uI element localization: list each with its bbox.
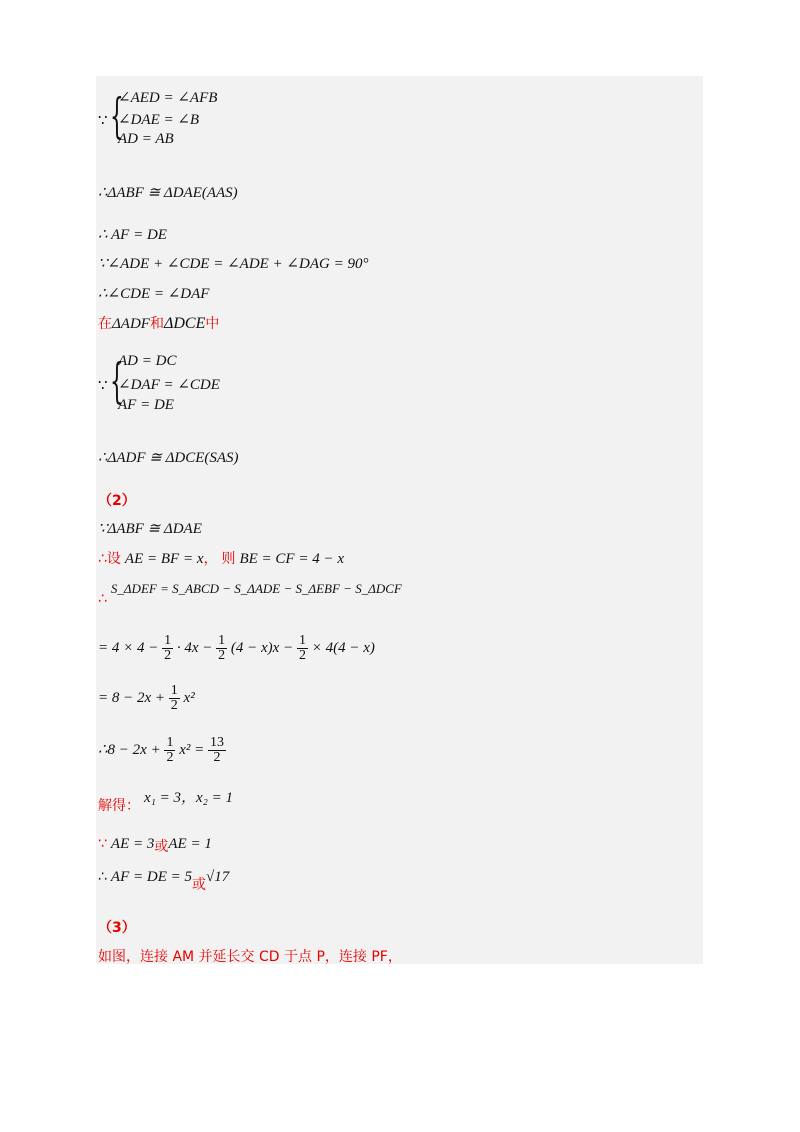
- triangle-dce: ΔDCE: [163, 315, 206, 332]
- condition-row: ∠DAE = ∠B: [118, 112, 200, 128]
- since-symbol-1: ∵: [98, 113, 108, 129]
- condition-row: AD = DC: [118, 353, 177, 369]
- therefore-symbol: ∴: [98, 551, 107, 567]
- congruence-abf-dae: ∴ΔABF ≅ ΔDAE(AAS): [98, 185, 238, 201]
- zai-text: 在: [98, 316, 112, 332]
- simplified-line: [98, 684, 195, 713]
- comma-text: ，: [203, 551, 218, 567]
- part-2-heading: （2）: [98, 493, 136, 509]
- ae-bf-x: AE = BF = x: [124, 551, 204, 567]
- huo-text: 或: [192, 877, 206, 893]
- denominator: 2: [170, 698, 178, 713]
- condition-row: AD = AB: [118, 131, 174, 147]
- area-formula-line: [98, 580, 402, 607]
- jiede-label: 解得：: [98, 798, 140, 814]
- denominator: 2: [164, 648, 172, 663]
- equation-line: [98, 736, 226, 765]
- x-squared: x²: [183, 689, 195, 706]
- left-brace-2: {: [110, 353, 124, 409]
- huo-text: 或: [154, 839, 169, 855]
- fraction-half: [297, 634, 308, 663]
- he-text: 和: [149, 316, 164, 332]
- sqrt-17: √17: [206, 869, 230, 885]
- construction-instruction: 如图，连接 AM 并延长交 CD 于点 P，连接 PF，: [98, 949, 402, 965]
- fraction-half: [169, 684, 180, 713]
- she-text: 设: [106, 551, 121, 567]
- be-cf-expr: BE = CF = 4 − x: [239, 551, 345, 567]
- therefore-symbol: ∴: [98, 869, 107, 885]
- expansion-part: × 4(4 − x): [311, 639, 375, 656]
- af-equals-de: ∴ AF = DE: [98, 227, 167, 243]
- solution-line: [98, 786, 233, 814]
- ae-values-line: [98, 833, 212, 853]
- congruence-adf-dce: ∴ΔADF ≅ ΔDCE(SAS): [98, 450, 239, 466]
- numerator: 1: [164, 633, 172, 648]
- fraction-thirteen-halves: [208, 736, 226, 765]
- therefore-symbol: ∴: [98, 591, 107, 607]
- af-values-line: [98, 866, 230, 893]
- zhong-text: 中: [205, 316, 220, 332]
- fraction-half: [216, 634, 227, 663]
- fraction-half: [162, 634, 173, 663]
- expansion-lead: = 4 × 4 −: [98, 639, 159, 656]
- part-3-heading: （3）: [98, 920, 136, 936]
- angle-equal-line: ∴∠CDE = ∠DAF: [98, 286, 210, 302]
- af-de-equals-5: AF = DE = 5: [110, 869, 192, 885]
- numerator: 1: [166, 735, 174, 750]
- triangle-adf: ΔADF: [112, 316, 150, 332]
- since-symbol-2: ∵: [98, 378, 108, 394]
- denominator: 2: [298, 648, 306, 663]
- angle-sum-line: ∵∠ADE + ∠CDE = ∠ADE + ∠DAG = 90°: [98, 256, 369, 272]
- area-expansion-line: [98, 634, 375, 663]
- denominator: 2: [218, 648, 226, 663]
- ze-text: 则: [221, 551, 236, 567]
- denominator: 2: [166, 750, 174, 765]
- condition-row: ∠AED = ∠AFB: [118, 90, 218, 106]
- because-symbol: ∵: [98, 836, 107, 852]
- left-brace-1: {: [110, 88, 124, 144]
- in-triangles-line: [98, 313, 219, 333]
- equation-mid: x² =: [179, 741, 205, 758]
- area-expression: S_ΔDEF = S_ABCD − S_ΔADE − S_ΔEBF − S_ΔDCF: [110, 581, 402, 596]
- fraction-half: [164, 736, 175, 765]
- ae-equals-3: AE = 3: [110, 836, 155, 852]
- let-variable-line: [98, 548, 344, 568]
- expansion-part: · 4x −: [176, 639, 213, 656]
- condition-row: ∠DAF = ∠CDE: [118, 377, 220, 393]
- numerator: 1: [298, 633, 306, 648]
- simplified-lead: = 8 − 2x +: [98, 689, 166, 706]
- numerator: 13: [209, 735, 224, 750]
- congruence-restated: ∵ΔABF ≅ ΔDAE: [98, 521, 202, 537]
- condition-row: AF = DE: [118, 397, 174, 413]
- equation-lead: ∴8 − 2x +: [98, 741, 161, 758]
- numerator: 1: [218, 633, 226, 648]
- numerator: 1: [170, 683, 178, 698]
- roots-expression: x₁ = 3，x₂ = 1: [144, 790, 233, 806]
- expansion-part: (4 − x)x −: [230, 639, 294, 656]
- ae-equals-1: AE = 1: [168, 836, 212, 852]
- denominator: 2: [213, 750, 221, 765]
